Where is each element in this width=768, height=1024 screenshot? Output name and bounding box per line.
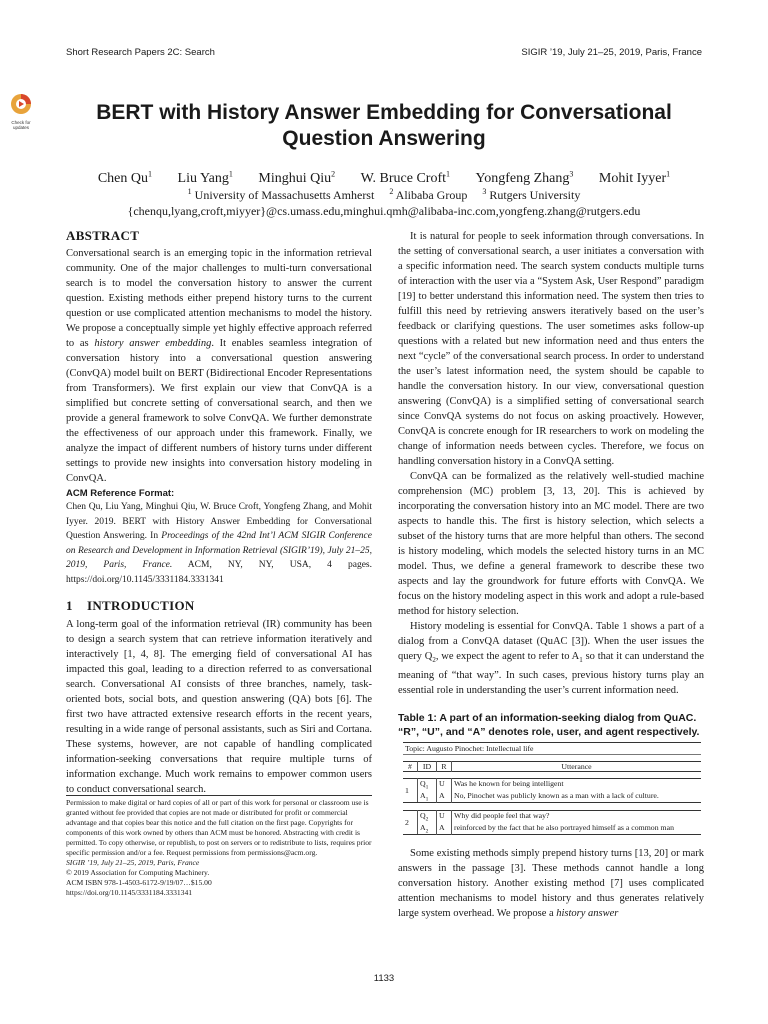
intro-paragraph-3: ConvQA can be formalized as the relatively well-studied machine comprehension (MC) problem [3, 13, 20]. This is achieved by incorporating the conversation history into an MC model. There are two aspects to handle this. The first is history selection, which selects a subset of the history turns that are more helpful than others. The second is history modeling, which models the selected history turns in an MC model. Thus, we define a general framework to describe these two aspects and lay the groundwork for future efforts with ConvQA. We focus on the history modeling aspect in this work and adopt a rule-based method for history selection.: [398, 471, 704, 617]
acm-reference: Chen Qu, Liu Yang, Minghui Qiu, W. Bruce Croft, Yongfeng Zhang, and Mohit Iyyer. 2019. BERT with History Answer Embedding for Conversational Question Answering. In Proceedings of the 42nd Int’l ACM SIGIR Conference on Research and Development in Information Retrieval (SIGIR’19), July 21–25, 2019, Paris, France. ACM, NY, NY, USA, 4 pages. https://doi.org/10.1145/3331184.3331341: [66, 502, 372, 585]
running-header-left: Short Research Papers 2C: Search: [66, 47, 215, 58]
check-for-updates-badge[interactable]: [8, 93, 34, 130]
intro-paragraph-4: History modeling is essential for ConvQA. Table 1 shows a part of a dialog from a ConvQA dataset (QuAC [3]). When the user issues the query $Q_2$, we expect the agent to refer to $A_1$ so that it can understand the meaning of “that way”. In such cases, previous history turns play an essential role in understanding the user’s current information need.: [398, 621, 705, 697]
author: Mohit Iyyer$^1$: [598, 169, 671, 186]
table-header: ID: [418, 762, 437, 772]
author: Yongfeng Zhang$^3$: [475, 169, 574, 186]
permission-notice: Permission to make digital or hard copies of all or part of this work for personal or classroom use is granted without fee provided that copies are not made or distributed for profit or commercial advantage and that copies bear this notice and the full citation on the first page. Copyrights for components of this work owned by others than ACM must be honored. Abstracting with credit is permitted. To copy otherwise, or republish, to post on servers or to redistribute to lists, requires prior specific permission and/or a fee. Request permissions from permissions@acm.org. SIGIR ’19, July 21–25, 2019, Paris, France © 2019 Association for Computing Machinery. ACM ISBN 978-1-4503-6172-9/19/07…$15.00 https://doi.org/10.1145/3331184.3331341: [66, 798, 372, 897]
table-header: R: [437, 762, 452, 772]
table-header: Utterance: [561, 762, 592, 771]
intro-paragraph-1: A long-term goal of the information retrieval (IR) community has been to design a search system that can retrieve information iteratively and interactively [1, 4, 8]. The emerging field of conversational AI has impacted this goal, leading to a direction referred to as conversational search. Conversational AI consists of three branches, namely, task-oriented bots, social bots, and question answering (QA) bots [6]. The first two have attracted extensive research efforts in the recent years, resulting in a wide range of personal assistants, such as Siri and Cortana. These systems, however, are not capable of handling complicated information-seeking conversations that require multiple turns of information exchange. Much work remains to empower common users to conduct conversational search.: [66, 619, 372, 795]
running-header-right: SIGIR ’19, July 21–25, 2019, Paris, France: [521, 47, 702, 58]
author: Liu Yang$^1$: [177, 169, 233, 186]
author-list: [40, 169, 728, 187]
table-row: $A_1$ A No, Pinochet was publicly known as a man with a lack of culture.: [403, 791, 701, 803]
table-1: [403, 742, 701, 835]
paper-title-line1: BERT with History Answer Embedding for Conversational: [96, 101, 672, 124]
affiliation: $^3$ Rutgers University: [482, 187, 581, 202]
abstract-heading: ABSTRACT: [66, 228, 140, 243]
author: Chen Qu$^1$: [97, 169, 153, 186]
section-heading-introduction: 1 INTRODUCTION: [66, 598, 195, 613]
table-1-caption: Table 1: A part of an information-seeking dialog from QuAC. “R”, “U”, and “A” denotes role, user, and agent respectively.: [398, 712, 700, 738]
badge-label-line1: Check for: [11, 120, 31, 125]
affiliation-list: [40, 187, 728, 203]
table-header-row: [403, 762, 701, 772]
paper-title: [60, 100, 708, 152]
table-header: #: [403, 762, 418, 772]
update-badge-icon: [10, 93, 32, 115]
intro-paragraph-2: It is natural for people to seek information through conversations. In the setting of conversational search, a user initiates a conversation with a specific information need. The search system conducts multiple turns of interaction with the user via a “System Ask, User Respond” paradigm [19] to better understand this information need. The system then tries to fulfill this need by retrieving answers iteratively based on the user’s feedback or clarifying questions. The user sometimes asks follow-up questions with a related but new information need and thus enters the next “cycle” of the conversational search process. In order to understand the user’s latest information need, the system should be capable to handle the conversation history. In our view, conversational question answering (ConvQA) is a simplified setting of conversational search since ConvQA systems do not focus on asking proactively. However, ConvQA is concrete enough for IR researchers to work on modeling the change of information needs between cycles. Therefore, we focus on handling conversation history in a ConvQA setting.: [398, 231, 704, 467]
table-row: 2 $Q_2$ U Why did people feel that way?: [403, 811, 701, 823]
abstract-body: Conversational search is an emerging topic in the information retrieval community. One of the major challenges to multi-turn conversational search is to model the conversation history to answer the current question. Existing methods either prepend history turns to the current question or use complicated attention mechanisms to model the history. We propose a conceptually simple yet highly effective approach referred to as history answer embedding. It enables seamless integration of conversation history into a conversational question answering (ConvQA) model built on BERT (Bidirectional Encoder Representations from Transformers). We first explain our view that ConvQA is a simplified but concrete setting of conversational search, and then we provide a general framework to solve ConvQA. We further demonstrate the effectiveness of our approach under this framework. Finally, we analyze the impact of different numbers of history turns under different settings to provide new insights into conversation history modeling in ConvQA.: [66, 248, 372, 484]
footnote-divider: [66, 795, 372, 796]
intro-right-column: [398, 229, 704, 698]
acm-ref-heading: ACM Reference Format:: [66, 488, 175, 499]
author: Minghui Qiu$^2$: [258, 169, 336, 186]
table-topic: Topic: Augusto Pinochet: Intellectual life: [403, 742, 701, 755]
page-number: 1133: [373, 973, 395, 984]
table-row: 1 $Q_1$ U Was he known for being intelligent: [403, 779, 701, 791]
paper-title-line2: Question Answering: [282, 127, 486, 150]
author-emails: {chenqu,lyang,croft,miyyer}@cs.umass.edu,minghui.qmh@alibaba-inc.com,yongfeng.zhang@rutgers.edu: [127, 204, 641, 218]
affiliation: $^2$ Alibaba Group: [389, 187, 468, 202]
author: W. Bruce Croft$^1$: [360, 169, 451, 186]
badge-label-line2: updates: [12, 125, 29, 130]
affiliation: $^1$ University of Massachusetts Amherst: [187, 187, 375, 202]
intro-paragraph-5: Some existing methods simply prepend history turns [13, 20] or mark answers in the passage [3]. These methods cannot handle a long conversation history. Another existing method [7] uses complicated attention mechanisms to model history and thus generates relatively large system overhead. We propose a history answer: [398, 848, 704, 919]
table-row: $A_2$ A reinforced by the fact that he also portrayed himself as a common man: [403, 823, 701, 835]
